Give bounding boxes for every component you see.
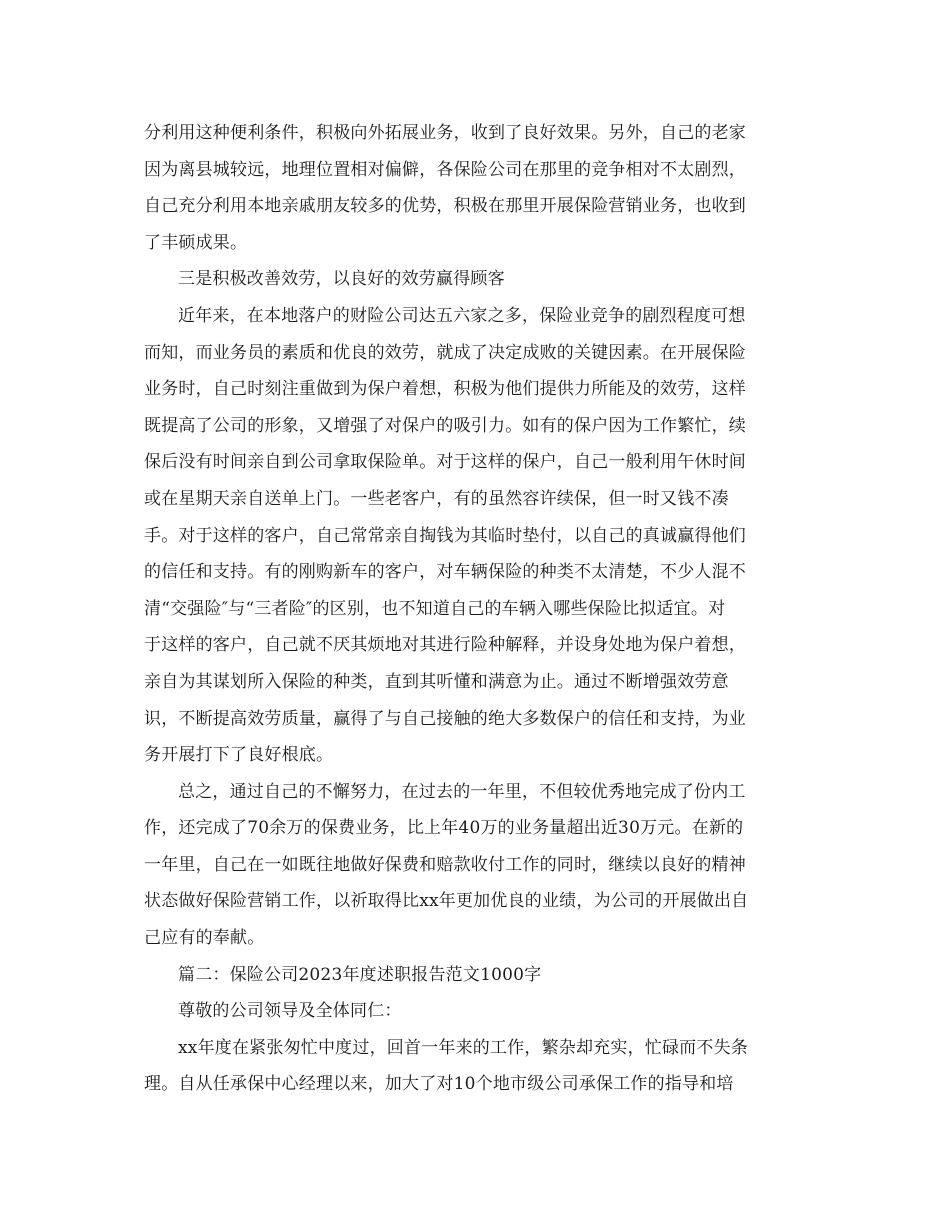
text-line: 分利用这种便利条件，积极向外拓展业务，收到了良好效果。另外，自己的老家: [144, 123, 746, 143]
text-line: 业务时，自己时刻注重做到为保户着想，积极为他们提供力所能及的效劳，这样: [144, 379, 746, 400]
text-line: 于这样的客户，自己就不厌其烦地对其进行险种解释，并设身处地为保户着想，: [144, 635, 746, 656]
salutation: 尊敬的公司领导及全体同仁：: [178, 1001, 402, 1022]
text-line: 因为离县城较远，地理位置相对偏僻，各保险公司在那里的竞争相对不太剧烈，: [144, 159, 746, 180]
text-line: 的信任和支持。有的刚购新车的客户，对车辆保险的种类不太清楚，不少人混不: [144, 562, 746, 583]
text-line: 一年里，自己在一如既往地做好保费和赔款收付工作的同时，继续以良好的精神: [144, 854, 746, 875]
text-line: 自己充分利用本地亲戚朋友较多的优势，积极在那里开展保险营销业务，也收到: [144, 196, 746, 217]
text-line: 状态做好保险营销工作，以祈取得比xx年更加优良的业绩，为公司的开展做出自: [144, 891, 749, 912]
text-line: 亲自为其谋划所入保险的种类，直到其听懂和满意为止。通过不断增强效劳意: [144, 671, 729, 692]
text-line: 理。自从任承保中心经理以来，加大了对10个地市级公司承保工作的指导和培: [144, 1074, 734, 1095]
text-line: 近年来，在本地落户的财险公司达五六家之多，保险业竞争的剧烈程度可想: [178, 305, 746, 326]
text-line: 清“交强险″与“三者险″的区别，也不知道自己的车辆入哪些保险比拟适宜。对: [144, 598, 726, 619]
article-title: 篇二：保险公司2023年度述职报告范文1000字: [178, 964, 542, 985]
text-line: xx年度在紧张匆忙中度过，回首一年来的工作，繁杂却充实，忙碌而不失条: [178, 1037, 748, 1058]
text-line: 总之，通过自己的不懈努力，在过去的一年里，不但较优秀地完成了份内工: [178, 781, 746, 802]
text-line: 务开展打下了良好根底。: [144, 745, 334, 766]
text-line: 了丰硕成果。: [144, 232, 248, 253]
text-line: 己应有的奉献。: [144, 928, 265, 949]
text-line: 识，不断提高效劳质量，赢得了与自己接触的绝大多数保户的信任和支持，为业: [144, 708, 746, 729]
text-line: 保后没有时间亲自到公司拿取保险单。对于这样的保户，自己一般利用午休时间: [144, 452, 746, 473]
text-line: 既提高了公司的形象，又增强了对保户的吸引力。如有的保户因为工作繁忙，续: [144, 415, 746, 436]
document-body: [144, 115, 809, 1103]
text-line: 作，还完成了70余万的保费业务，比上年40万的业务量超出近30万元。在新的: [144, 818, 744, 839]
text-line: 而知，而业务员的素质和优良的效劳，就成了决定成败的关键因素。在开展保险: [144, 342, 746, 363]
section-heading: 三是积极改善效劳，以良好的效劳赢得顾客: [178, 269, 505, 290]
text-line: 或在星期天亲自送单上门。一些老客户，有的虽然容许续保，但一时又钱不凑: [144, 488, 729, 509]
text-line: 手。对于这样的客户，自己常常亲自掏钱为其临时垫付，以自己的真诚赢得他们: [144, 525, 746, 546]
